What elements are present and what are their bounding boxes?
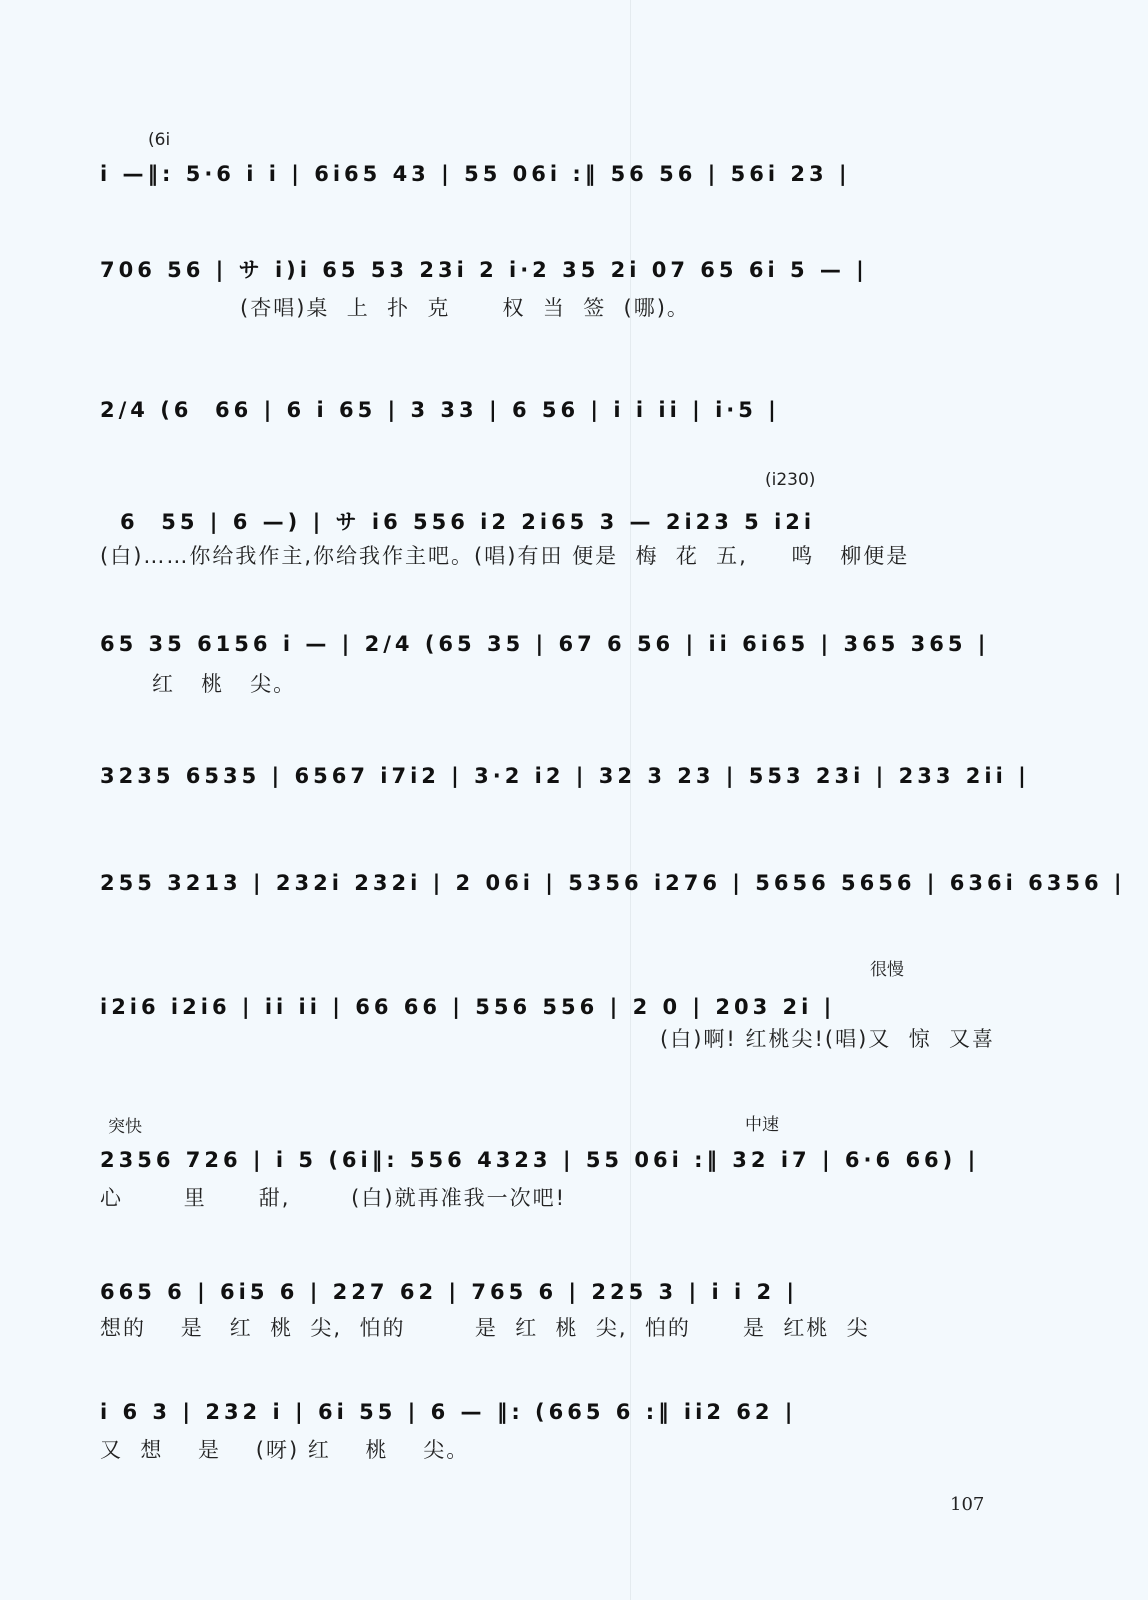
lyrics-line: (白)……你给我作主,你给我作主吧。(唱)有田 便是 梅 花 五, 鸣 柳便是 [100, 544, 910, 568]
tempo-marking: 突快 [108, 1117, 142, 1137]
notation-line: i 6 3 | 232 i | 6i 55 | 6 — ‖: (665 6 :‖ ii2 62 | [100, 1400, 797, 1424]
notation-line: 255 3213 | 232i 232i | 2 06i | 5356 i276 | 5656 5656 | 636i 6356 | [100, 871, 1126, 895]
notation-line: i —‖: 5·6 i i | 6i65 43 | 55 06i :‖ 56 56 | 56i 23 | [100, 162, 851, 186]
page-number: 107 [950, 1494, 985, 1515]
lyrics-line: (杏唱)桌 上 扑 克 权 当 签 (哪)。 [240, 296, 690, 320]
lyrics-line: 红 桃 尖。 [100, 672, 297, 696]
page-fold [630, 0, 631, 1600]
notation-line: 706 56 | サ i)i 65 53 23i 2 i·2 35 2i 07 65 6i 5 — | [100, 258, 868, 282]
notation-line: 65 35 6156 i — | 2/4 (65 35 | 67 6 56 | ii 6i65 | 365 365 | [100, 632, 990, 656]
tempo-marking: 中速 [745, 1115, 779, 1135]
lyrics-line: 又 想 是 (呀) 红 桃 尖。 [100, 1438, 470, 1462]
notation-line: i2i6 i2i6 | ii ii | 66 66 | 556 556 | 2 0 | 203 2i | [100, 995, 836, 1019]
notation-line: 665 6 | 6i5 6 | 227 62 | 765 6 | 225 3 | i i 2 | [100, 1280, 799, 1304]
ornament-annotation: (i230) [765, 470, 816, 490]
notation-line: 6 55 | 6 —) | サ i6 556 i2 2i65 3 — 2i23 5 i2i [120, 510, 816, 534]
notation-line: 2/4 (6 66 | 6 i 65 | 3 33 | 6 56 | i i ii | i·5 | [100, 398, 780, 422]
notation-line: 2356 726 | i 5 (6i‖: 556 4323 | 55 06i :‖ 32 i7 | 6·6 66) | [100, 1148, 980, 1172]
notation-line: 3235 6535 | 6567 i7i2 | 3·2 i2 | 32 3 23 | 553 23i | 233 2ii | [100, 764, 1030, 788]
tempo-marking: 很慢 [870, 960, 904, 980]
lyrics-line: (白)啊! 红桃尖!(唱)又 惊 又喜 [660, 1027, 995, 1051]
lyrics-line: 心 里 甜, (白)就再准我一次吧! [100, 1186, 566, 1210]
ornament-annotation: (6i [148, 130, 171, 150]
lyrics-line: 想的 是 红 桃 尖, 怕的 是 红 桃 尖, 怕的 是 红桃 尖 [100, 1316, 870, 1340]
